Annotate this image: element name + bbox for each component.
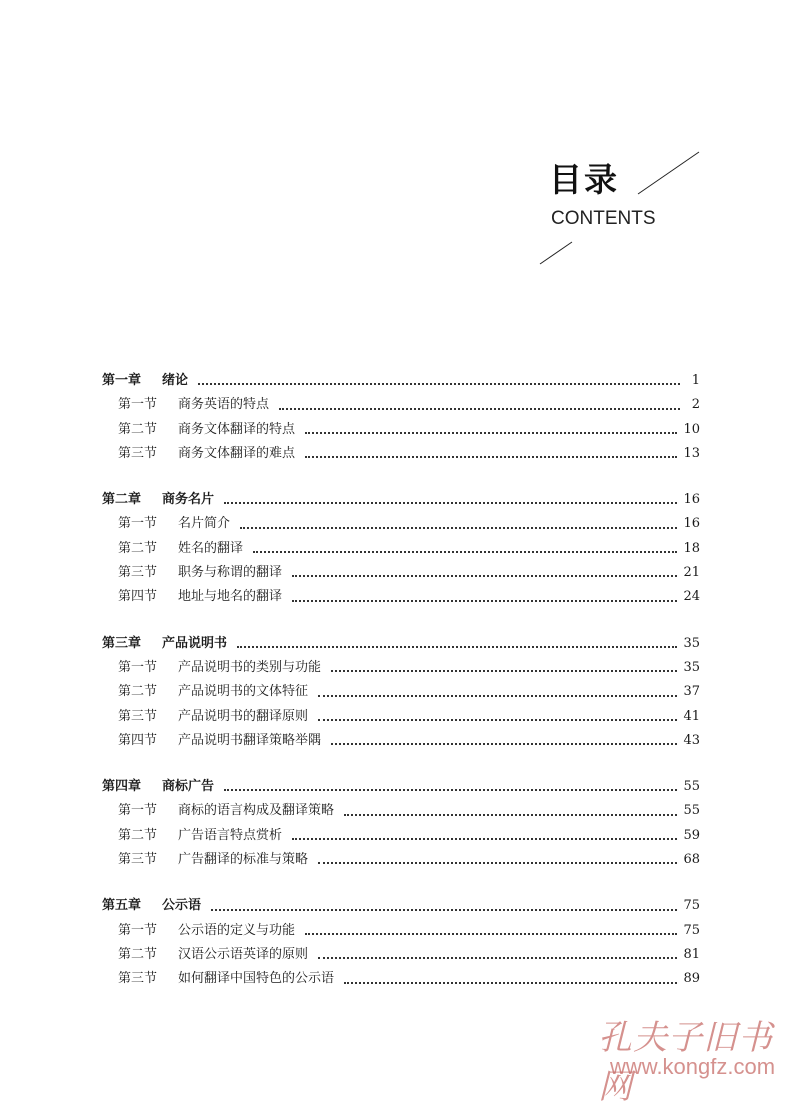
page-number: 75 bbox=[683, 898, 700, 914]
page-number: 55 bbox=[683, 803, 700, 819]
decorative-slash-lines bbox=[0, 0, 800, 300]
section-number: 第三节 bbox=[118, 708, 158, 724]
page-number: 1 bbox=[691, 373, 700, 388]
section-title: 汉语公示语英译的原则 bbox=[178, 946, 309, 962]
section-number: 第四节 bbox=[118, 589, 158, 605]
dot-leader bbox=[318, 719, 677, 721]
section-title: 广告翻译的标准与策略 bbox=[178, 852, 309, 868]
section-number: 第三节 bbox=[118, 445, 158, 461]
toc-section-row[interactable] bbox=[102, 656, 700, 680]
chapter-number: 第三章 bbox=[102, 635, 142, 651]
section-number: 第三节 bbox=[118, 971, 158, 987]
dot-leader bbox=[331, 743, 677, 745]
dot-leader bbox=[344, 814, 677, 816]
page-subtitle: CONTENTS bbox=[551, 208, 656, 229]
page-number: 55 bbox=[683, 779, 700, 795]
section-number: 第三节 bbox=[118, 852, 158, 868]
dot-leader bbox=[318, 957, 677, 959]
section-number: 第二节 bbox=[118, 827, 158, 843]
chapter-number: 第四章 bbox=[102, 779, 142, 795]
section-title: 产品说明书的文体特征 bbox=[178, 684, 309, 700]
chapter-1 bbox=[102, 369, 700, 466]
section-title: 产品说明书的翻译原则 bbox=[178, 708, 309, 724]
page-title: 目录 bbox=[549, 160, 619, 199]
section-title: 商务文体翻译的难点 bbox=[178, 445, 296, 461]
watermark bbox=[598, 1010, 788, 1107]
chapter-title: 商务名片 bbox=[162, 492, 215, 508]
dot-leader bbox=[292, 600, 677, 602]
dot-leader bbox=[331, 670, 677, 672]
chapter-number: 第五章 bbox=[102, 898, 142, 914]
toc-section-row[interactable] bbox=[102, 680, 700, 704]
toc-section-row[interactable] bbox=[102, 537, 700, 561]
page-number: 68 bbox=[683, 852, 700, 868]
section-title: 公示语的定义与功能 bbox=[178, 922, 296, 938]
toc-chapter-row[interactable] bbox=[102, 369, 700, 393]
toc-section-row[interactable] bbox=[102, 943, 700, 967]
dot-leader bbox=[224, 502, 677, 504]
toc-section-row[interactable] bbox=[102, 824, 700, 848]
toc-section-row[interactable] bbox=[102, 393, 700, 417]
section-title: 如何翻译中国特色的公示语 bbox=[178, 971, 335, 987]
section-number: 第二节 bbox=[118, 684, 158, 700]
toc-chapter-row[interactable] bbox=[102, 775, 700, 799]
dot-leader bbox=[279, 408, 680, 410]
toc-section-row[interactable] bbox=[102, 799, 700, 823]
chapter-number: 第一章 bbox=[102, 373, 142, 388]
dot-leader bbox=[305, 933, 677, 935]
page-number: 35 bbox=[683, 659, 700, 675]
dot-leader bbox=[305, 432, 677, 434]
section-title: 商务英语的特点 bbox=[178, 397, 270, 413]
dot-leader bbox=[224, 789, 677, 791]
page-number: 75 bbox=[683, 922, 700, 938]
toc-chapter-row[interactable] bbox=[102, 894, 700, 918]
chapter-2 bbox=[102, 488, 700, 609]
page-number: 18 bbox=[683, 540, 700, 556]
page-number: 59 bbox=[683, 827, 700, 843]
section-title: 产品说明书的类别与功能 bbox=[178, 659, 322, 675]
chapter-title: 产品说明书 bbox=[162, 635, 228, 651]
section-title: 商务文体翻译的特点 bbox=[178, 421, 296, 437]
toc-section-row[interactable] bbox=[102, 418, 700, 442]
toc-chapter-row[interactable] bbox=[102, 632, 700, 656]
page-number: 10 bbox=[683, 421, 700, 437]
chapter-title: 绪论 bbox=[162, 373, 189, 388]
section-number: 第一节 bbox=[118, 516, 158, 532]
chapter-title: 公示语 bbox=[162, 898, 202, 914]
page-number: 13 bbox=[683, 445, 700, 461]
chapter-3 bbox=[102, 632, 700, 753]
section-title: 姓名的翻译 bbox=[178, 540, 244, 556]
dot-leader bbox=[211, 909, 677, 911]
section-number: 第一节 bbox=[118, 397, 158, 413]
dot-leader bbox=[237, 646, 677, 648]
watermark-url: www.kongfz.com bbox=[610, 1054, 776, 1079]
page-number: 81 bbox=[683, 946, 700, 962]
chapter-title: 商标广告 bbox=[162, 779, 215, 795]
dot-leader bbox=[292, 838, 677, 840]
section-title: 职务与称谓的翻译 bbox=[178, 565, 283, 581]
page-number: 24 bbox=[683, 589, 700, 605]
dot-leader bbox=[318, 695, 677, 697]
chapter-5 bbox=[102, 894, 700, 991]
page-number: 21 bbox=[683, 565, 700, 581]
toc-section-row[interactable] bbox=[102, 705, 700, 729]
chapter-4 bbox=[102, 775, 700, 872]
dot-leader bbox=[305, 456, 677, 458]
page-number: 16 bbox=[683, 492, 700, 508]
toc-section-row[interactable] bbox=[102, 919, 700, 943]
section-number: 第一节 bbox=[118, 659, 158, 675]
toc-section-row[interactable] bbox=[102, 848, 700, 872]
section-number: 第一节 bbox=[118, 803, 158, 819]
page-number: 16 bbox=[683, 516, 700, 532]
toc-section-row[interactable] bbox=[102, 967, 700, 991]
chapter-number: 第二章 bbox=[102, 492, 142, 508]
dot-leader bbox=[318, 862, 677, 864]
toc-header bbox=[0, 0, 800, 300]
section-title: 商标的语言构成及翻译策略 bbox=[178, 803, 335, 819]
section-number: 第四节 bbox=[118, 732, 158, 748]
section-title: 名片简介 bbox=[178, 516, 231, 532]
toc-chapter-row[interactable] bbox=[102, 488, 700, 512]
page-number: 2 bbox=[691, 397, 700, 413]
toc-section-row[interactable] bbox=[102, 585, 700, 609]
section-title: 地址与地名的翻译 bbox=[178, 589, 283, 605]
section-title: 产品说明书翻译策略举隅 bbox=[178, 732, 322, 748]
dot-leader bbox=[344, 982, 677, 984]
dot-leader bbox=[240, 527, 677, 529]
section-number: 第二节 bbox=[118, 421, 158, 437]
page-number: 89 bbox=[683, 971, 700, 987]
section-title: 广告语言特点赏析 bbox=[178, 827, 283, 843]
section-number: 第三节 bbox=[118, 565, 158, 581]
toc-section-row[interactable] bbox=[102, 729, 700, 753]
page-number: 43 bbox=[683, 732, 700, 748]
section-number: 第二节 bbox=[118, 540, 158, 556]
section-number: 第二节 bbox=[118, 946, 158, 962]
watermark-text: 孔夫子旧书网 bbox=[598, 1018, 773, 1107]
toc-section-row[interactable] bbox=[102, 442, 700, 466]
page-number: 37 bbox=[683, 684, 700, 700]
dot-leader bbox=[198, 383, 680, 385]
page-number: 41 bbox=[683, 708, 700, 724]
toc-section-row[interactable] bbox=[102, 512, 700, 536]
page-number: 35 bbox=[683, 635, 700, 651]
dot-leader bbox=[292, 575, 677, 577]
table-of-contents bbox=[102, 369, 700, 1014]
toc-section-row[interactable] bbox=[102, 561, 700, 585]
section-number: 第一节 bbox=[118, 922, 158, 938]
dot-leader bbox=[253, 551, 677, 553]
